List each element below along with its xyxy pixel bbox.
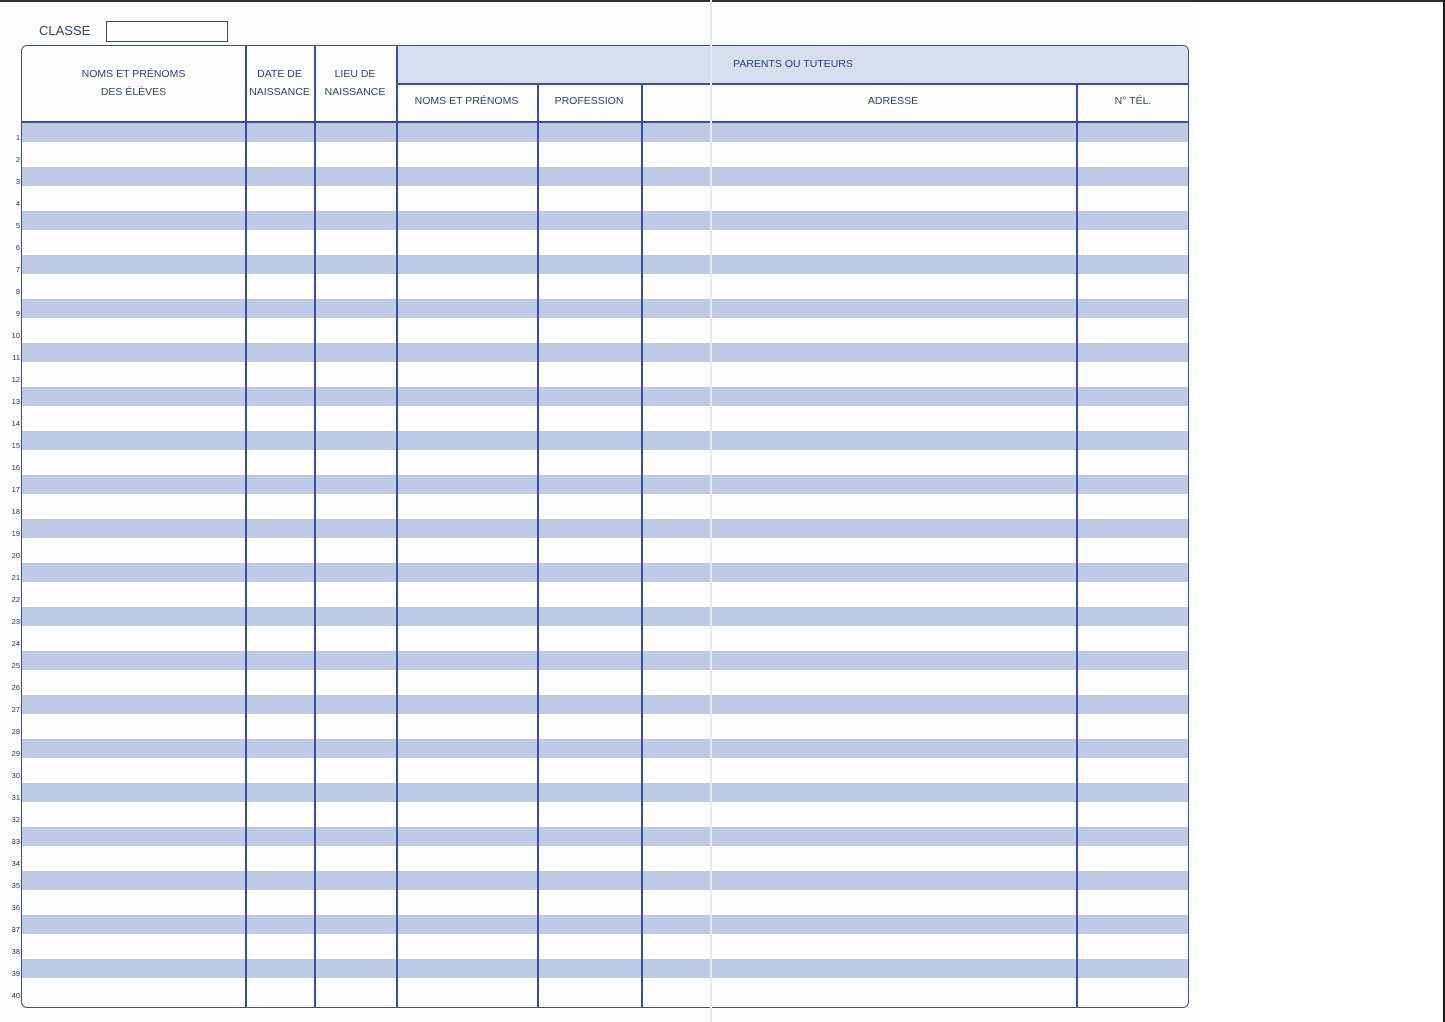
row-number: 9 <box>15 309 20 318</box>
row-number: 19 <box>11 529 20 538</box>
col-divider-3 <box>396 46 398 1008</box>
classe-label: CLASSE <box>39 23 91 38</box>
row-stripe <box>22 167 1189 186</box>
row-number: 8 <box>15 287 20 296</box>
row-stripe <box>22 387 1189 406</box>
row-stripe <box>22 255 1189 274</box>
header-date-line2: NAISSANCE <box>249 86 310 98</box>
scan-edge-top <box>0 0 1445 2</box>
classe-field[interactable] <box>106 21 228 42</box>
row-number: 20 <box>11 551 20 560</box>
col-divider-5 <box>641 83 643 1008</box>
row-number: 37 <box>11 925 20 934</box>
row-stripe <box>22 475 1189 494</box>
row-stripe <box>22 211 1189 230</box>
row-stripe <box>22 871 1189 890</box>
col-divider-4 <box>537 83 539 1008</box>
page-fold <box>710 0 712 1022</box>
header-lieu-line1: LIEU DE <box>334 68 376 80</box>
col-divider-2 <box>314 46 316 1008</box>
row-stripe <box>22 431 1189 450</box>
header-telephone: N° TÉL. <box>1114 95 1152 107</box>
row-number: 26 <box>11 683 20 692</box>
header-adresse: ADRESSE <box>867 95 919 107</box>
row-stripe <box>22 299 1189 318</box>
row-number: 23 <box>11 617 20 626</box>
row-stripe <box>22 343 1189 362</box>
row-number: 3 <box>15 177 20 186</box>
row-number: 33 <box>11 837 20 846</box>
row-number: 14 <box>11 419 20 428</box>
row-number: 36 <box>11 903 20 912</box>
row-stripe <box>22 563 1189 582</box>
row-number: 28 <box>11 727 20 736</box>
row-number: 6 <box>15 243 20 252</box>
row-number: 10 <box>11 331 20 340</box>
student-register-table <box>21 45 1189 1008</box>
col-divider-7 <box>1076 83 1078 1008</box>
row-number: 21 <box>11 573 20 582</box>
header-parents-tuteurs: PARENTS OU TUTEURS <box>733 58 853 70</box>
row-number: 2 <box>15 155 20 164</box>
header-profession: PROFESSION <box>554 95 624 107</box>
row-number: 32 <box>11 815 20 824</box>
row-stripe <box>22 739 1189 758</box>
row-stripe <box>22 959 1189 978</box>
row-number: 29 <box>11 749 20 758</box>
page-margin <box>1193 0 1445 1022</box>
row-number: 11 <box>12 353 20 362</box>
row-stripe <box>22 783 1189 802</box>
row-number: 17 <box>11 485 20 494</box>
row-stripe <box>22 827 1189 846</box>
row-number: 1 <box>15 133 20 142</box>
col-divider-1 <box>245 46 247 1008</box>
header-lieu-naissance <box>314 65 396 101</box>
row-stripe <box>22 651 1189 670</box>
row-number: 15 <box>11 441 20 450</box>
row-stripe <box>22 695 1189 714</box>
header-bottom-divider <box>22 121 1189 123</box>
row-number: 31 <box>11 793 20 802</box>
row-number: 22 <box>11 595 20 604</box>
row-number: 4 <box>15 199 20 208</box>
row-number: 24 <box>11 639 20 648</box>
row-number: 34 <box>11 859 20 868</box>
row-number: 30 <box>11 771 20 780</box>
header-date-line1: DATE DE <box>257 68 302 80</box>
row-number: 27 <box>11 705 20 714</box>
row-number: 40 <box>11 991 20 1000</box>
header-date-naissance <box>245 65 314 101</box>
row-number: 13 <box>11 397 20 406</box>
row-stripe <box>22 607 1189 626</box>
header-noms-eleves <box>22 65 245 101</box>
row-number: 25 <box>11 661 20 670</box>
row-number: 12 <box>11 375 20 384</box>
row-stripe <box>22 123 1189 142</box>
row-number: 38 <box>11 947 20 956</box>
parents-subheader-divider <box>396 83 1189 85</box>
header-noms-eleves-line2: DES ÉLÈVES <box>100 86 167 98</box>
row-stripe <box>22 915 1189 934</box>
row-stripe <box>22 519 1189 538</box>
header-parents-noms: NOMS ET PRÉNOMS <box>414 95 519 107</box>
header-lieu-line2: NAISSANCE <box>324 86 386 98</box>
row-number: 39 <box>11 969 20 978</box>
row-number: 16 <box>11 463 20 472</box>
header-noms-eleves-line1: NOMS ET PRÉNOMS <box>81 68 186 80</box>
row-number: 35 <box>11 881 20 890</box>
row-number: 5 <box>15 221 20 230</box>
row-number: 7 <box>15 265 20 274</box>
row-number: 18 <box>11 507 20 516</box>
